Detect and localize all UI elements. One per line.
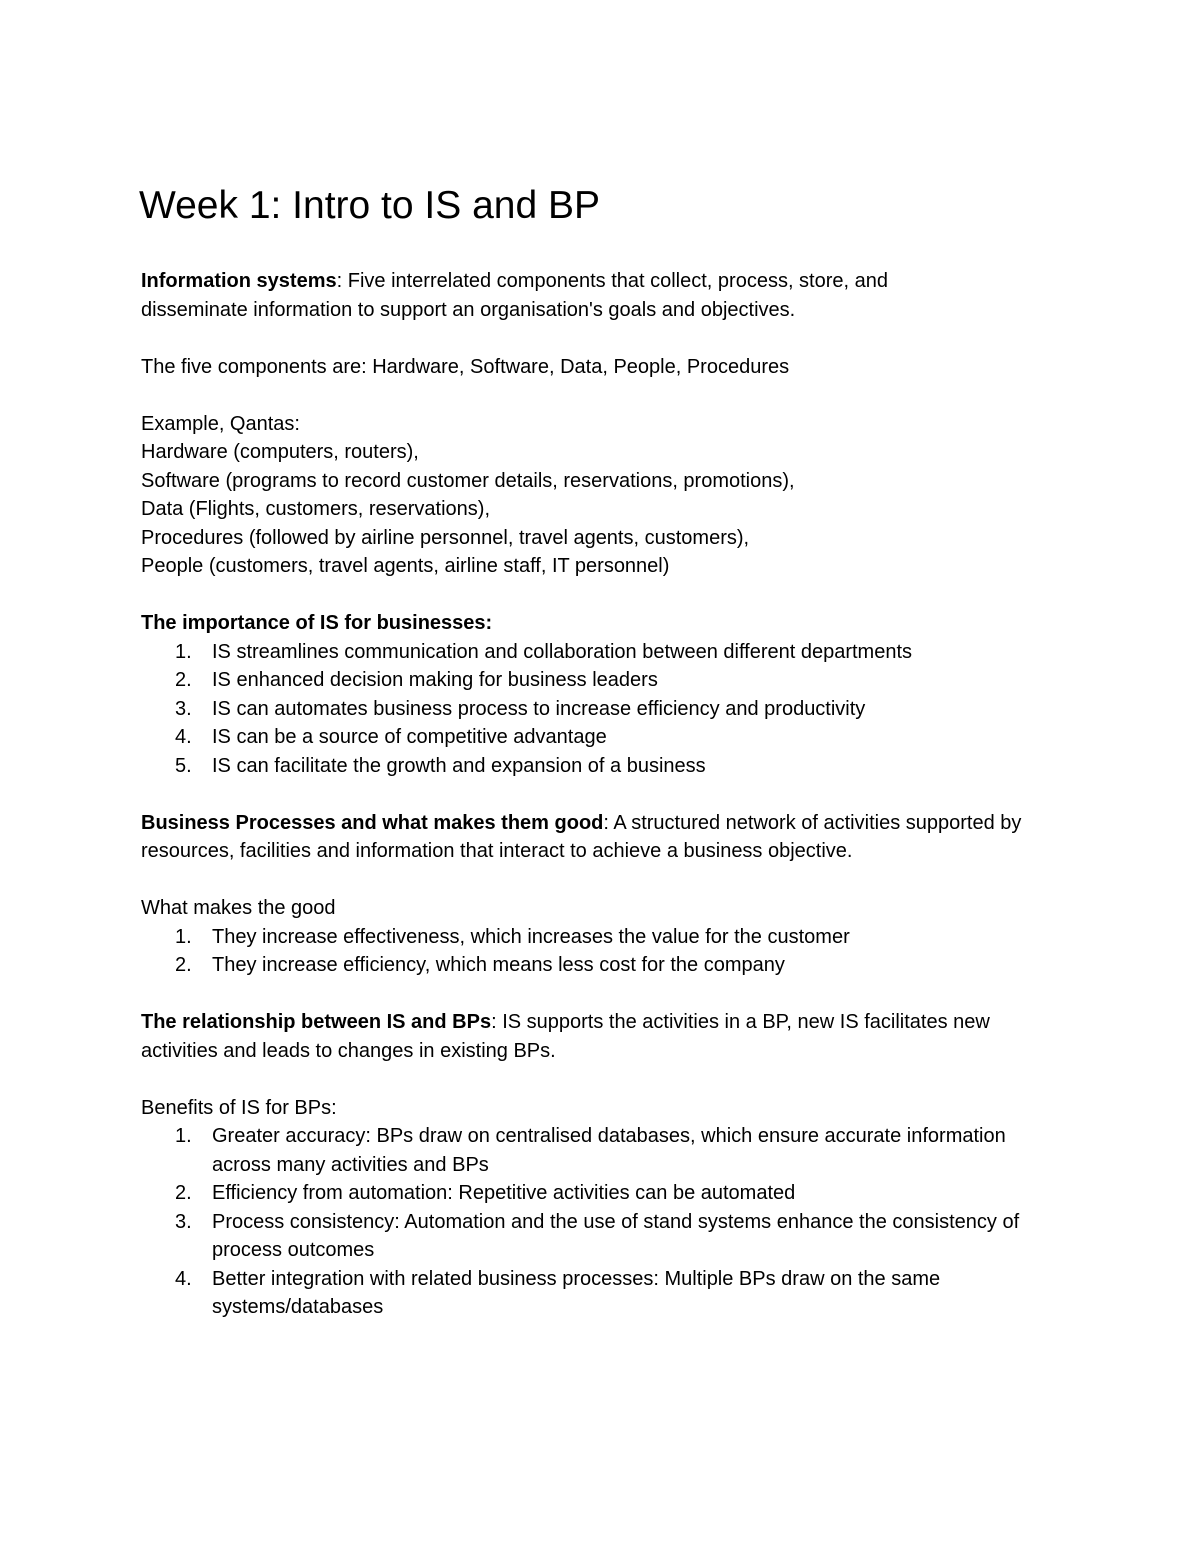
list-text: IS enhanced decision making for business leaders [212, 669, 658, 691]
list-number: 4. [175, 726, 192, 748]
example-line: Software (programs to record customer details, reservations, promotions), [141, 469, 795, 492]
list-number: 2. [175, 669, 192, 691]
list-number: 3. [175, 1210, 192, 1233]
list-item [141, 1179, 1066, 1208]
list-item [141, 723, 1081, 752]
list-text: Process consistency: Automation and the use of stand systems enhance the consistency of process outcomes [212, 1210, 1020, 1261]
list-item [141, 638, 1081, 667]
list-item [141, 1122, 1066, 1179]
list-number: 5. [175, 754, 192, 777]
document-page [141, 183, 1081, 1322]
example-line: Procedures (followed by airline personnel, travel agents, customers), [141, 526, 750, 549]
good-heading: What makes the good [141, 897, 336, 919]
list-text: IS can facilitate the growth and expansion of a business [212, 754, 706, 777]
list-item [141, 923, 1081, 952]
list-item [141, 752, 1081, 781]
list-text: They increase efficiency, which means less cost for the company [212, 954, 785, 976]
example-heading: Example, Qantas: [141, 412, 300, 435]
bp-definition: : A structured network of activities supported by resources, facilities and information that interact to achieve a business objective. [141, 811, 1022, 862]
benefits-heading: Benefits of IS for BPs: [141, 1096, 337, 1119]
example-line: People (customers, travel agents, airline staff, IT personnel) [141, 555, 670, 577]
info-systems-definition: : Five interrelated components that collect, process, store, and disseminate information to support an organisation's goals and objectives. [141, 270, 888, 321]
list-text: Efficiency from automation: Repetitive activities can be automated [212, 1182, 796, 1204]
list-number: 1. [175, 640, 192, 663]
example-line: Data (Flights, customers, reservations), [141, 498, 490, 520]
list-text: IS can be a source of competitive advantage [212, 726, 607, 748]
good-list [141, 923, 1081, 980]
list-text: They increase effectiveness, which increases the value for the customer [212, 925, 850, 948]
relationship-definition: : IS supports the activities in a BP, new IS facilitates new activities and leads to changes in existing BPs. [141, 1011, 990, 1062]
bp-term: Business Processes and what makes them good [141, 811, 604, 834]
bp-paragraph [141, 809, 1056, 866]
list-text: IS streamlines communication and collaboration between different departments [212, 640, 913, 663]
list-text: Greater accuracy: BPs draw on centralised databases, which ensure accurate information across many activities and BPs [212, 1125, 1006, 1176]
list-number: 1. [175, 925, 192, 948]
relationship-paragraph [141, 1008, 1066, 1065]
list-item [141, 951, 1081, 980]
relationship-term: The relationship between IS and BPs [141, 1011, 492, 1033]
list-text: IS can automates business process to increase efficiency and productivity [212, 697, 866, 720]
importance-list [141, 638, 1081, 781]
importance-heading-text: The importance of IS for businesses: [141, 612, 493, 634]
list-number: 1. [175, 1125, 192, 1147]
importance-heading [141, 609, 1081, 638]
page-title: Week 1: Intro to IS and BP [139, 184, 601, 227]
list-text: Better integration with related business processes: Multiple BPs draw on the same systems/databases [212, 1267, 941, 1318]
list-number: 3. [175, 697, 192, 720]
list-number: 4. [175, 1267, 192, 1290]
list-item [141, 1208, 1066, 1265]
list-item [141, 695, 1081, 724]
list-number: 2. [175, 954, 192, 976]
benefits-list [141, 1122, 1066, 1322]
info-systems-term: Information systems [141, 270, 337, 292]
list-number: 2. [175, 1182, 192, 1204]
example-line: Hardware (computers, routers), [141, 441, 419, 463]
list-item [141, 666, 1081, 695]
list-item [141, 1265, 1066, 1322]
info-systems-paragraph [141, 267, 961, 324]
five-components-line: The five components are: Hardware, Software, Data, People, Procedures [141, 355, 790, 378]
